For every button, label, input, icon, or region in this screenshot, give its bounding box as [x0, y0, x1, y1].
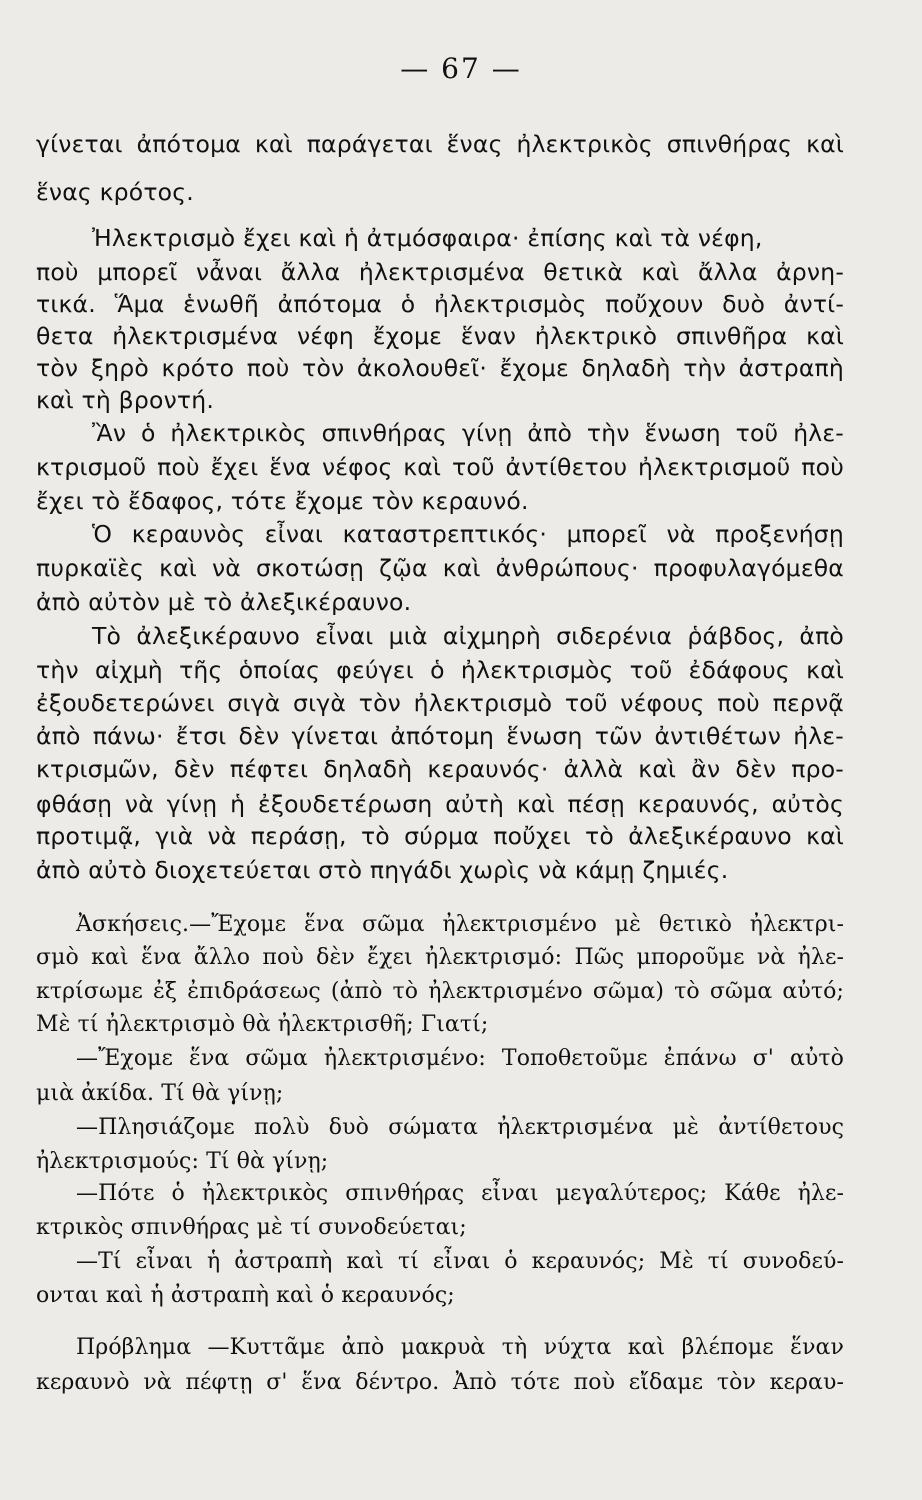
text-line: ονται καὶ ἡ ἀστραπὴ καὶ ὁ κεραυνός; [36, 1283, 455, 1308]
text-line: φθάσῃ νὰ γίνῃ ἡ ἐξουδετέρωση αὐτὴ καὶ πέσῃ κεραυνός, αὐτὸς [36, 790, 844, 818]
text-line: Ἂν ὁ ἠλεκτρικὸς σπινθήρας γίνῃ ἀπὸ τὴν ἕνωση τοῦ ἠλε- [92, 419, 844, 447]
text-line: ἠλεκτρισμούς: Τί θὰ γίνῃ; [36, 1149, 329, 1174]
text-line: Μὲ τί ἠλεκτρισμὸ θὰ ἠλεκτρισθῆ; Γιατί; [36, 1012, 489, 1037]
text-line: προτιμᾷ, γιὰ νὰ περάσῃ, τὸ σύρμα ποὔχει τὸ ἀλεξικέραυνο καὶ [36, 822, 844, 850]
text-line: καὶ τὴ βροντή. [36, 386, 215, 414]
text-line: ἀπὸ αὐτὸν μὲ τὸ ἀλεξικέραυνο. [36, 588, 412, 616]
text-line: τὴν αἰχμὴ τῆς ὁποίας φεύγει ὁ ἠλεκτρισμὸς τοῦ ἐδάφους καὶ [36, 656, 844, 684]
text-line: ἔχει τὸ ἔδαφος, τότε ἔχομε τὸν κεραυνό. [36, 487, 529, 515]
text-line: μιὰ ἀκίδα. Τί θὰ γίνῃ; [36, 1081, 284, 1106]
text-line: Ἀσκήσεις.—Ἔχομε ἕνα σῶμα ἠλεκτρισμένο μὲ θετικὸ ἠλεκτρι- [76, 912, 844, 937]
text-line: Ἠλεκτρισμὸ ἔχει καὶ ἡ ἀτμόσφαιρα· ἐπίσης καὶ τὰ νέφη, [92, 224, 763, 252]
text-line: θετα ἠλεκτρισμένα νέφη ἔχομε ἕναν ἠλεκτρικὸ σπινθῆρα καὶ [36, 322, 844, 350]
text-line: ἀπὸ πάνω· ἔτσι δὲν γίνεται ἀπότομη ἕνωση τῶν ἀντιθέτων ἠλε- [36, 722, 844, 750]
text-line: γίνεται ἀπότομα καὶ παράγεται ἕνας ἠλεκτρικὸς σπινθήρας καὶ [36, 130, 844, 158]
text-line: Τὸ ἀλεξικέραυνο εἶναι μιὰ αἰχμηρὴ σιδερένια ῥάβδος, ἀπὸ [92, 622, 844, 650]
text-line: κεραυνὸ νὰ πέφτῃ σ' ἕνα δέντρο. Ἀπὸ τότε ποὺ εἴδαμε τὸν κεραυ- [36, 1370, 844, 1395]
text-line: ἀπὸ αὐτὸ διοχετεύεται στὸ πηγάδι χωρὶς νὰ κάμῃ ζημιές. [36, 856, 729, 884]
text-line: σμὸ καὶ ἕνα ἄλλο ποὺ δὲν ἔχει ἠλεκτρισμό: Πῶς μποροῦμε νὰ ἠλε- [36, 945, 844, 970]
text-line: κτρισμοῦ ποὺ ἔχει ἕνα νέφος καὶ τοῦ ἀντίθετου ἠλεκτρισμοῦ ποὺ [36, 453, 844, 481]
text-line: τικά. Ἅμα ἑνωθῆ ἀπότομα ὁ ἠλεκτρισμὸς ποὔχουν δυὸ ἀντί- [36, 290, 844, 318]
text-line: Πρόβλημα —Κυττᾶμε ἀπὸ μακρυὰ τὴ νύχτα καὶ βλέπομε ἕναν [76, 1335, 844, 1360]
text-line: Ὁ κεραυνὸς εἶναι καταστρεπτικός· μπορεῖ νὰ προξενήσῃ [92, 520, 844, 548]
text-line: πυρκαϊὲς καὶ νὰ σκοτώσῃ ζῷα καὶ ἀνθρώπους· προφυλαγόμεθα [36, 554, 844, 582]
text-line: ποὺ μπορεῖ νἆναι ἄλλα ἠλεκτρισμένα θετικὰ καὶ ἄλλα ἀρνη- [36, 258, 844, 286]
text-line: τὸν ξηρὸ κρότο ποὺ τὸν ἀκολουθεῖ· ἔχομε δηλαδὴ τὴν ἀστραπὴ [36, 354, 844, 382]
text-line: —Πλησιάζομε πολὺ δυὸ σώματα ἠλεκτρισμένα μὲ ἀντίθετους [76, 1115, 844, 1140]
page-number: — 67 — [400, 52, 522, 85]
text-line: κτρίσωμε ἐξ ἐπιδράσεως (ἀπὸ τὸ ἠλεκτρισμένο σῶμα) τὸ σῶμα αὐτό; [36, 979, 844, 1004]
text-line: —Τί εἶναι ἡ ἀστραπὴ καὶ τί εἶναι ὁ κεραυνός; Μὲ τί συνοδεύ- [76, 1249, 844, 1274]
text-line: κτρικὸς σπινθήρας μὲ τί συνοδεύεται; [36, 1215, 467, 1240]
text-line: ἐξουδετερώνει σιγὰ σιγὰ τὸν ἠλεκτρισμὸ τοῦ νέφους ποὺ περνᾷ [36, 689, 844, 717]
text-line: —Ἔχομε ἕνα σῶμα ἠλεκτρισμένο: Τοποθετοῦμε ἐπάνω σ' αὐτὸ [76, 1046, 844, 1071]
text-line: κτρισμῶν, δὲν πέφτει δηλαδὴ κεραυνός· ἀλλὰ καὶ ἂν δὲν προ- [36, 755, 844, 783]
text-line: ἕνας κρότος. [36, 178, 194, 206]
text-line: —Πότε ὁ ἠλεκτρικὸς σπινθήρας εἶναι μεγαλύτερος; Κάθε ἠλε- [76, 1181, 844, 1206]
